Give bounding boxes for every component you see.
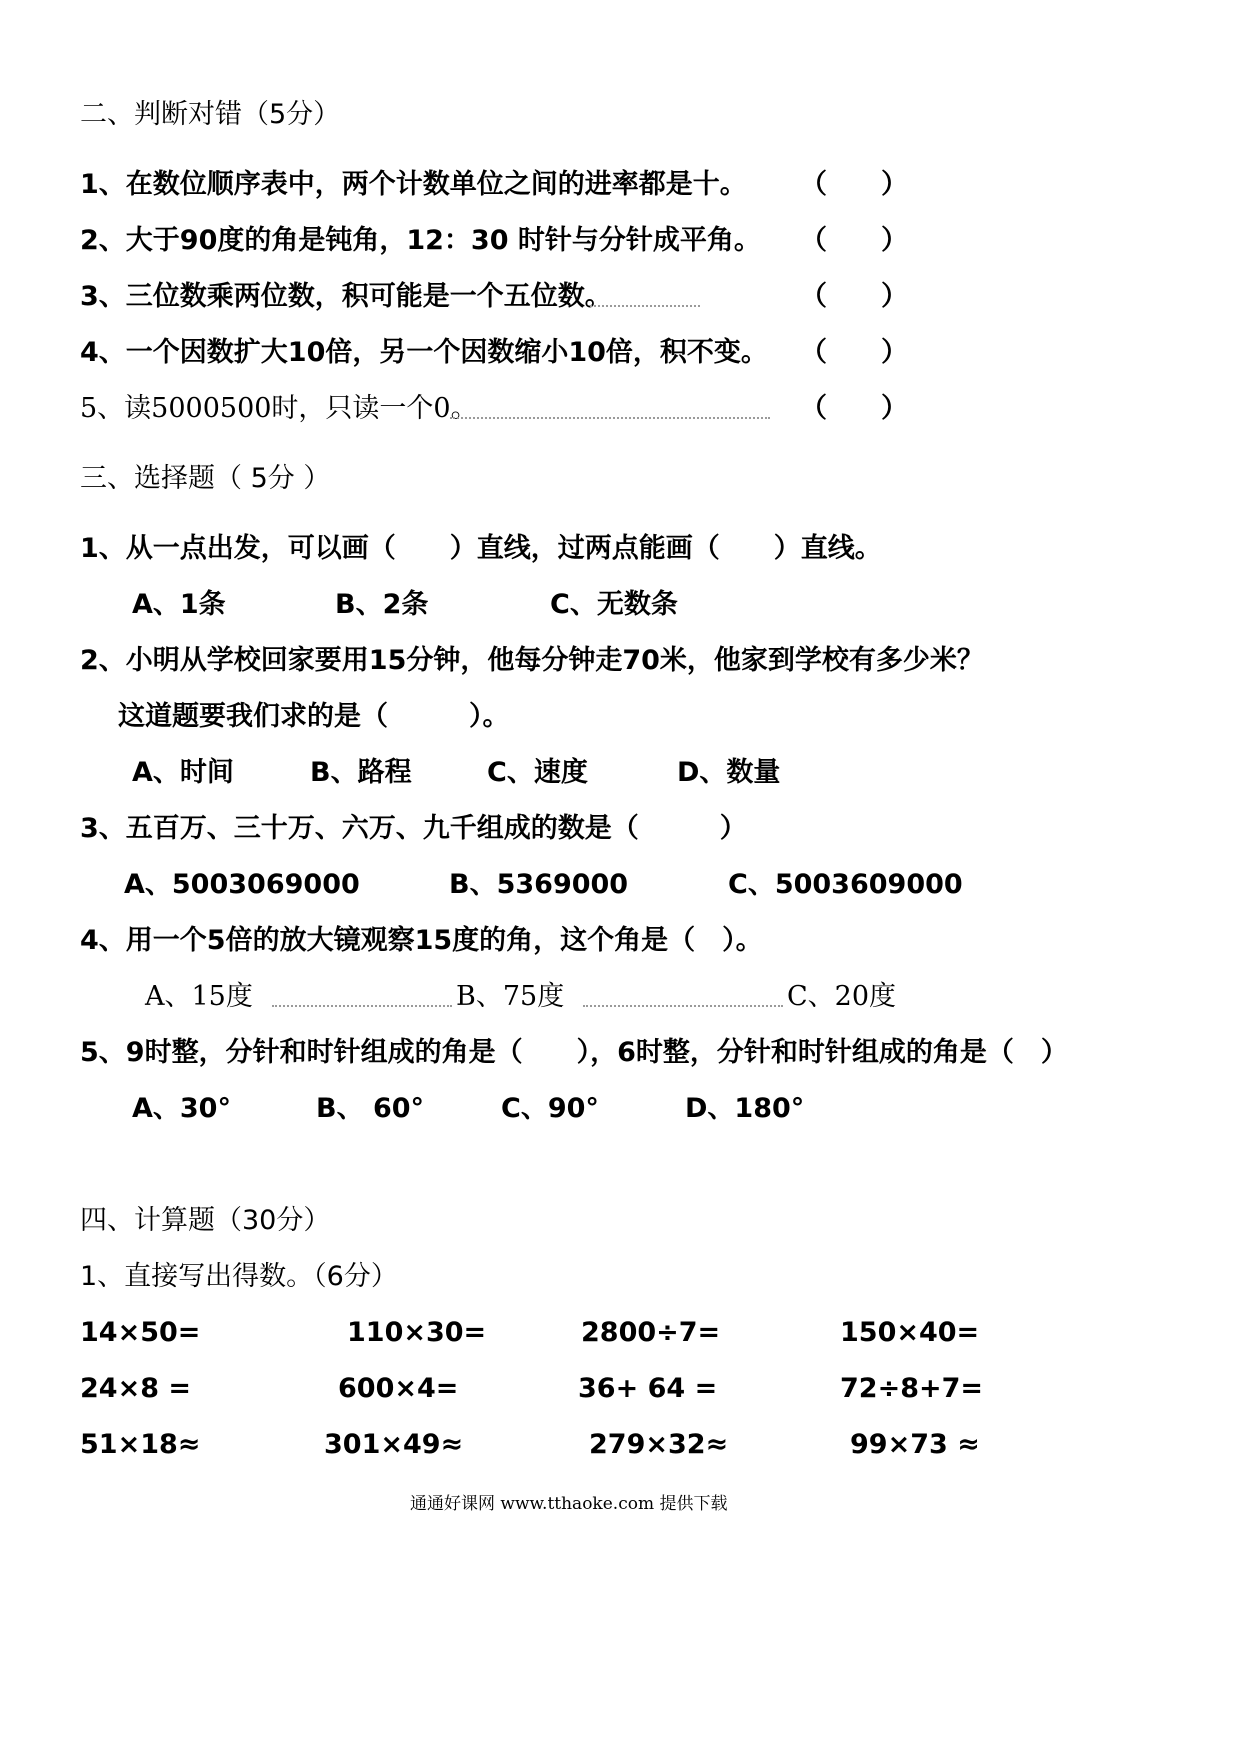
q3-option-c: C、5003609000 <box>728 869 963 900</box>
q2-option-d: D、数量 <box>677 757 781 788</box>
calc-r1-c3: 2800÷7= <box>581 1317 721 1348</box>
q4-option-a: A、15度 <box>145 981 253 1012</box>
section-heading-calculation: 四、计算题（30分） <box>80 1205 331 1236</box>
calculation-subheading: 1、直接写出得数。（6分） <box>80 1261 398 1292</box>
choice-question-4: 4、用一个5倍的放大镜观察15度的角，这个角是（ ）。 <box>80 925 763 956</box>
calc-r2-c3: 36+ 64 = <box>578 1373 718 1404</box>
q2-option-a: A、时间 <box>132 757 234 788</box>
q4-option-b: B、75度 <box>456 981 565 1012</box>
calc-r1-c1: 14×50= <box>80 1317 201 1348</box>
q1-option-c: C、无数条 <box>550 589 678 620</box>
q1-option-a: A、1条 <box>132 589 226 620</box>
q4-option-c: C、20度 <box>787 981 897 1012</box>
answer-bracket-4: （ ） <box>800 337 908 368</box>
page-footer: 通通好课网 www.tthaoke.com 提供下载 <box>410 1494 728 1514</box>
q2-option-c: C、速度 <box>487 757 588 788</box>
answer-bracket-1: （ ） <box>800 169 908 200</box>
choice-question-2-prompt: 这道题要我们求的是（ ）。 <box>118 701 510 732</box>
q1-option-b: B、2条 <box>335 589 429 620</box>
q4-leader-dots-b <box>583 1005 783 1007</box>
answer-bracket-5: （ ） <box>800 393 908 424</box>
section-heading-judgement: 二、判断对错（5分） <box>80 99 341 130</box>
judgement-item-2: 2、大于90度的角是钝角，12：30 时针与分针成平角。 <box>80 225 761 256</box>
calc-r3-c3: 279×32≈ <box>589 1429 729 1460</box>
judgement-item-5: 5、读5000500时，只读一个0。 <box>80 393 478 424</box>
answer-bracket-3: （ ） <box>800 281 908 312</box>
leader-dots-3 <box>590 305 700 307</box>
q5-option-b: B、 60° <box>316 1093 425 1124</box>
calc-r1-c4: 150×40= <box>840 1317 980 1348</box>
q5-option-c: C、90° <box>501 1093 599 1124</box>
calc-r3-c4: 99×73 ≈ <box>850 1429 980 1460</box>
q4-leader-dots-a <box>272 1005 452 1007</box>
section-heading-choice: 三、选择题（ 5分 ） <box>80 463 331 494</box>
q2-option-b: B、路程 <box>310 757 412 788</box>
choice-question-5: 5、9时整，分针和时针组成的角是（ ），6时整，分针和时针组成的角是（ ） <box>80 1037 1068 1068</box>
calc-r2-c2: 600×4= <box>338 1373 459 1404</box>
q3-option-b: B、5369000 <box>449 869 629 900</box>
choice-question-3: 3、五百万、三十万、六万、九千组成的数是（ ） <box>80 813 747 844</box>
calc-r3-c1: 51×18≈ <box>80 1429 201 1460</box>
answer-bracket-2: （ ） <box>800 225 908 256</box>
choice-question-2: 2、小明从学校回家要用15分钟，他每分钟走70米，他家到学校有多少米？ <box>80 645 984 676</box>
calc-r2-c1: 24×8 = <box>80 1373 192 1404</box>
choice-question-1: 1、从一点出发，可以画（ ）直线，过两点能画（ ）直线。 <box>80 533 882 564</box>
calc-r3-c2: 301×49≈ <box>324 1429 464 1460</box>
q5-option-d: D、180° <box>685 1093 805 1124</box>
q3-option-a: A、5003069000 <box>124 869 360 900</box>
calc-r2-c4: 72÷8+7= <box>840 1373 984 1404</box>
leader-dots-5 <box>450 417 770 419</box>
judgement-item-1: 1、在数位顺序表中，两个计数单位之间的进率都是十。 <box>80 169 747 200</box>
calc-r1-c2: 110×30= <box>347 1317 487 1348</box>
judgement-item-4: 4、一个因数扩大10倍，另一个因数缩小10倍，积不变。 <box>80 337 768 368</box>
judgement-item-3: 3、三位数乘两位数，积可能是一个五位数。 <box>80 281 612 312</box>
q5-option-a: A、30° <box>132 1093 231 1124</box>
